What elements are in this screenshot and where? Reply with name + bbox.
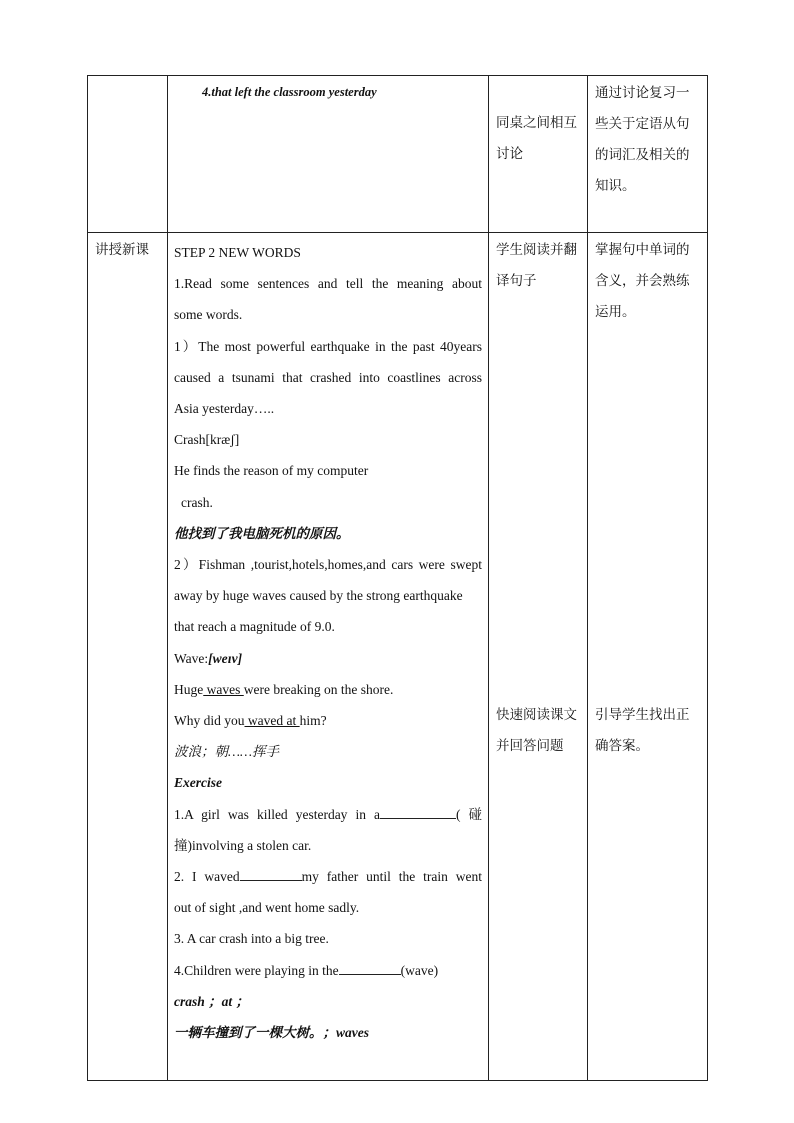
- exercise-text: ( 碰: [455, 806, 482, 822]
- sentence-line: that reach a magnitude of 9.0.: [174, 619, 335, 635]
- example-line: [174, 674, 482, 705]
- answer-line: crash ；at ；: [174, 993, 250, 1009]
- exercise-heading: Exercise: [174, 775, 222, 791]
- exercise-text: my father until the train went: [301, 869, 482, 885]
- vocab-word: [174, 643, 482, 674]
- lesson-plan-table: [87, 75, 708, 1081]
- answer-line: [174, 1017, 482, 1048]
- exercise-line: [174, 861, 482, 892]
- student-activity-text: 学生阅读并翻译句子: [496, 242, 577, 289]
- exercise-text: 2. I waved: [174, 869, 240, 885]
- content-cell: [168, 76, 489, 233]
- example-text: him?: [299, 713, 327, 729]
- example-text: Why did you: [174, 713, 245, 729]
- exercise-text: 1.A girl was killed yesterday in a: [174, 806, 380, 822]
- table-row: [88, 76, 708, 233]
- student-activity-cell: [489, 233, 588, 1081]
- phonetic: [weɪv]: [208, 650, 243, 666]
- instruction-line: 1.Read some sentences and tell the meaning about: [174, 276, 482, 292]
- design-purpose-text: 掌握句中单词的含义，并会熟练运用。: [595, 242, 690, 320]
- sentence-line: caused a tsunami that crashed into coastlines across: [174, 369, 482, 385]
- exercise-line: 撞)involving a stolen car.: [174, 837, 312, 853]
- translation-line: 波浪；朝……挥手: [174, 744, 280, 760]
- exercise-line: [174, 799, 482, 830]
- answer-blank: [240, 867, 302, 881]
- exercise-line: [174, 955, 482, 986]
- table-row: [88, 233, 708, 1081]
- content-cell: [168, 233, 489, 1081]
- step-heading: STEP 2 NEW WORDS: [174, 245, 301, 260]
- answer-text: ；waves: [322, 1025, 369, 1041]
- stage-cell: [88, 76, 168, 233]
- sentence-line: away by huge waves caused by the strong earthquake: [174, 588, 463, 604]
- underlined-word: waves: [203, 681, 244, 697]
- example-text: Huge: [174, 681, 204, 697]
- design-purpose-cell: [588, 233, 708, 1081]
- instruction-line: some words.: [174, 307, 243, 323]
- exercise-line: out of sight ,and went home sadly.: [174, 900, 360, 916]
- student-activity-text: 快速阅读课文并回答问题: [496, 707, 577, 754]
- design-purpose-text: 引导学生找出正确答案。: [595, 707, 690, 754]
- exercise-text: (wave): [400, 962, 439, 978]
- answer-blank: [339, 961, 401, 975]
- answer-translation: 一辆车撞到了一棵大树。: [174, 1025, 323, 1041]
- exercise-line: 3. A car crash into a big tree.: [174, 931, 329, 947]
- student-activity-cell: 同桌之间相互讨论: [489, 76, 588, 233]
- answer-blank: [380, 805, 456, 819]
- example-line: He finds the reason of my computer: [174, 463, 369, 479]
- content-line: 4.that left the classroom yesterday: [202, 85, 377, 99]
- example-text: were breaking on the shore.: [243, 681, 394, 697]
- vocab-label: Wave:: [174, 650, 209, 666]
- sentence-line: Asia yesterday…..: [174, 401, 275, 417]
- example-line: crash.: [181, 494, 213, 510]
- translation-line: 他找到了我电脑死机的原因。: [174, 525, 350, 541]
- example-line: [174, 705, 482, 736]
- underlined-word: waved at: [244, 713, 300, 729]
- exercise-text: 4.Children were playing in the: [174, 962, 339, 978]
- sentence-line: 1）The most powerful earthquake in the past 40years: [174, 338, 482, 354]
- vocab-word: Crash[kræʃ]: [174, 432, 240, 448]
- design-purpose-cell: 通过讨论复习一些关于定语从句的词汇及相关的知识。: [588, 76, 708, 233]
- sentence-line: 2）Fishman ,tourist,hotels,homes,and cars were swept: [174, 557, 482, 573]
- stage-cell: 讲授新课: [88, 233, 168, 1081]
